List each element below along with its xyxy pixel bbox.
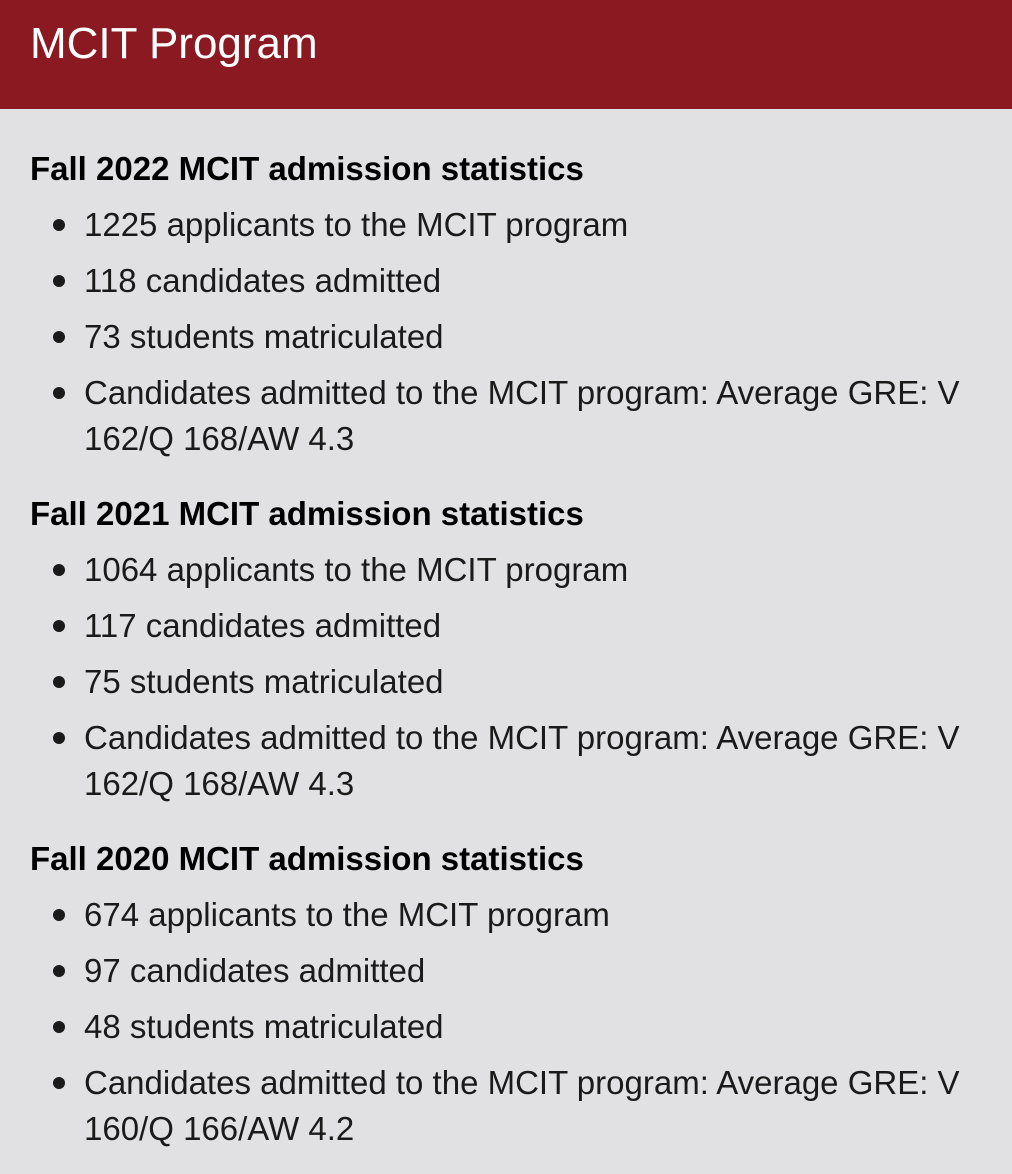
bullet-icon [53,676,65,688]
section-fall-2020 [0,839,1012,1152]
page-header [0,0,1012,109]
section-fall-2021 [0,494,1012,807]
list-item-text: 1064 applicants to the MCIT program [84,551,629,588]
list-item [0,258,1012,304]
list-item-text: Candidates admitted to the MCIT program: Average GRE: V 162/Q 168/AW 4.3 [84,719,960,802]
list-item [0,547,1012,593]
list-item-text: 75 students matriculated [84,663,444,700]
section-fall-2022 [0,149,1012,462]
list-item-text: Candidates admitted to the MCIT program: Average GRE: V 162/Q 168/AW 4.3 [84,374,960,457]
bullet-icon [53,732,65,744]
list-item [0,659,1012,705]
bullet-icon [53,275,65,287]
list-item [0,892,1012,938]
bullet-icon [53,1077,65,1089]
list-item [0,1060,1012,1152]
bullet-icon [53,219,65,231]
list-item [0,370,1012,462]
list-item [0,603,1012,649]
stats-list [0,547,1012,807]
list-item-text: 118 candidates admitted [84,262,442,299]
list-item [0,202,1012,248]
page-title: MCIT Program [30,18,318,68]
list-item [0,948,1012,994]
stats-list [0,892,1012,1152]
bullet-icon [53,1021,65,1033]
stats-list [0,202,1012,462]
list-item [0,314,1012,360]
list-item [0,715,1012,807]
list-item-text: Candidates admitted to the MCIT program: Average GRE: V 160/Q 166/AW 4.2 [84,1064,960,1147]
bullet-icon [53,909,65,921]
bullet-icon [53,965,65,977]
bullet-icon [53,331,65,343]
list-item-text: 73 students matriculated [84,318,444,355]
list-item-text: 1225 applicants to the MCIT program [84,206,629,243]
list-item-text: 674 applicants to the MCIT program [84,896,610,933]
section-heading: Fall 2022 MCIT admission statistics [30,150,584,187]
list-item-text: 97 candidates admitted [84,952,426,989]
list-item-text: 48 students matriculated [84,1008,444,1045]
bullet-icon [53,564,65,576]
list-item-text: 117 candidates admitted [84,607,442,644]
list-item [0,1004,1012,1050]
bullet-icon [53,387,65,399]
bullet-icon [53,620,65,632]
section-heading: Fall 2021 MCIT admission statistics [30,495,584,532]
section-heading: Fall 2020 MCIT admission statistics [30,840,584,877]
